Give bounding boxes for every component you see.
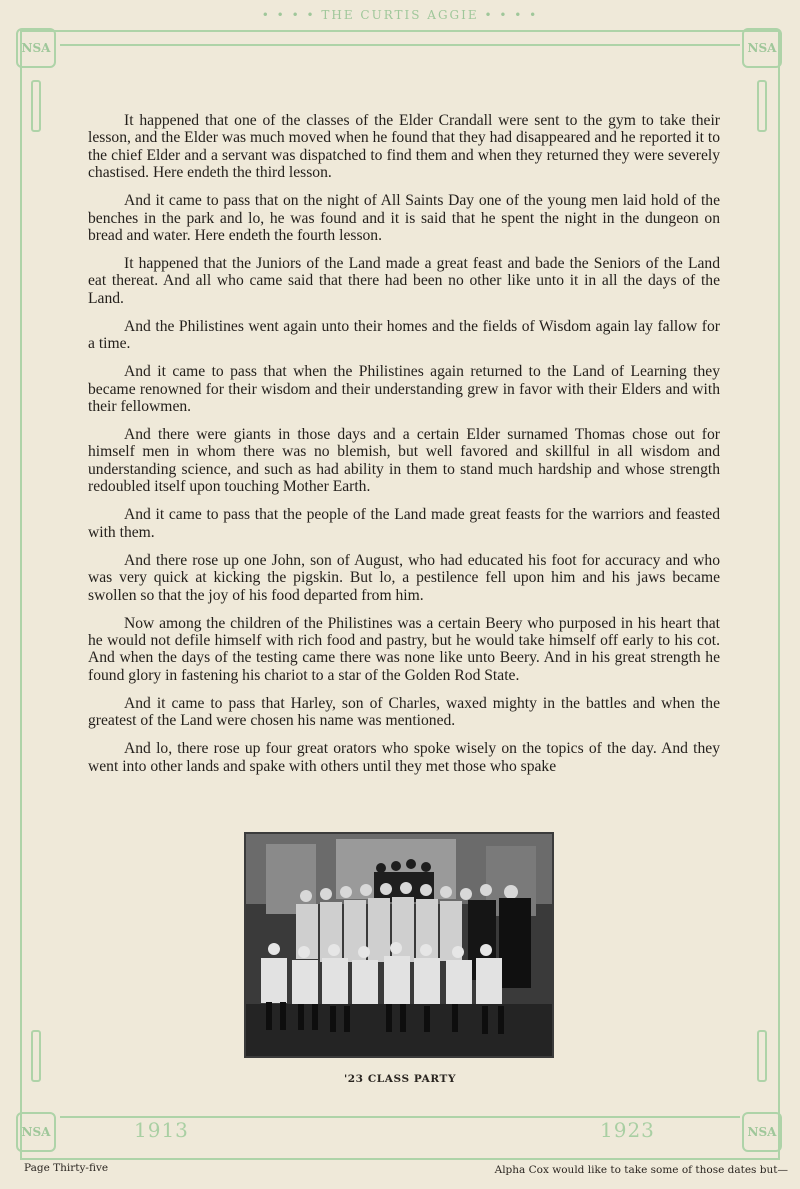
- page-number: Page Thirty-five: [24, 1162, 109, 1174]
- body-text: [88, 112, 720, 786]
- class-party-photo: [244, 832, 554, 1058]
- paragraph: And the Philistines went again unto their homes and the fields of Wisdom again lay fallow for a time.: [88, 317, 720, 353]
- group-photo-illustration: [246, 834, 552, 1056]
- paragraph: And it came to pass that the people of the Land made great feasts for the warriors and feasted with them.: [88, 506, 720, 541]
- border-post-top-left: [31, 80, 41, 132]
- paragraph: And it came to pass that Harley, son of Charles, waxed mighty in the battles and when the greatest of the Land were chosen his name was mentioned.: [88, 694, 720, 730]
- running-header: [0, 8, 800, 26]
- border-post-top-right: [757, 80, 767, 132]
- paragraph: And there rose up one John, son of August, who had educated his foot for accuracy and who was very quick at kicking the pigskin. But lo, a pestilence fell upon him and his jaws became swollen so that the joy of his food departed from him.: [88, 551, 720, 604]
- paragraph: Now among the children of the Philistines was a certain Beery who purposed in his heart that he would not defile himself with rich food and pastry, but he would take himself off early to his cot. And when the days of the testing came there was none like unto Beery. And in his great strength he found glory in fastening his chariot to a star of the Golden Rod State.: [88, 614, 720, 684]
- running-title: THE CURTIS AGGIE: [321, 8, 479, 22]
- nsa-emblem-top-left: NSA: [16, 28, 56, 68]
- nsa-emblem-top-right: NSA: [742, 28, 782, 68]
- paragraph: And there were giants in those days and a certain Elder surnamed Thomas chose out for himself men in whom there was no blemish, but well favored and skillful in all wisdom and understanding science, and such as had ability in them to stand much hardship and whose strength redoubled itself upon touching Mother Earth.: [88, 426, 720, 496]
- top-rule: [60, 44, 740, 46]
- header-dots-left: • • • •: [261, 8, 322, 22]
- header-dots-right: • • • •: [478, 8, 539, 22]
- year-end: 1923: [600, 1118, 655, 1142]
- paragraph: And it came to pass that when the Philistines again returned to the Land of Learning they became renowned for their wisdom and their understanding grew in favor with their Elders and with their fellowmen.: [88, 363, 720, 416]
- paragraph: It happened that the Juniors of the Land made a great feast and bade the Seniors of the Land eat thereat. And all who came said that there had been no other like unto it in all the days of the Land.: [88, 255, 720, 307]
- paragraph: And it came to pass that on the night of All Saints Day one of the young men laid hold of the benches in the park and lo, he was found and it is said that he spent the night in the dungeon on bread and water. Here endeth the fourth lesson.: [88, 192, 720, 245]
- footer-joke: Alpha Cox would like to take some of those dates but—: [494, 1164, 788, 1176]
- photo-caption: '23 CLASS PARTY: [343, 1073, 457, 1085]
- paragraph: It happened that one of the classes of the Elder Crandall were sent to the gym to take their lesson, and the Elder was much moved when he found that they had disappeared and he reported it to the chief Elder and a servant was dispatched to find them and when they returned they were severely chastised. Here endeth the third lesson.: [88, 112, 720, 182]
- nsa-emblem-bottom-right: NSA: [742, 1112, 782, 1152]
- nsa-emblem-bottom-left: NSA: [16, 1112, 56, 1152]
- year-start: 1913: [134, 1118, 189, 1142]
- paragraph: And lo, there rose up four great orators who spoke wisely on the topics of the day. And they went into other lands and spake with others until they met those who spake: [88, 740, 720, 775]
